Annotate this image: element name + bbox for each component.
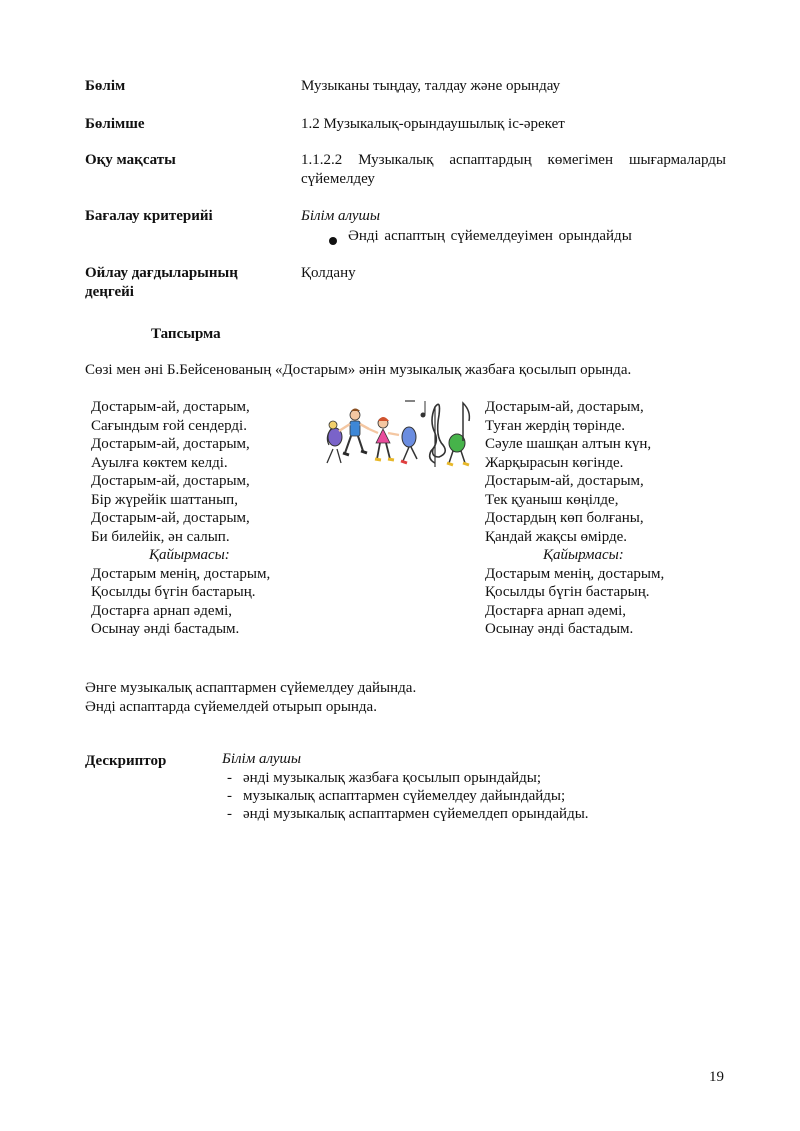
verse-line: Сәуле шашқан алтын күн, [485, 436, 652, 452]
verse-line: Сағындым ғой сендерді. [91, 417, 247, 434]
section-value: Музыканы тыңдау, талдау және орындау [301, 78, 561, 94]
refrain-line: Қосылды бүгін бастарың. [91, 584, 256, 600]
task-title: Тапсырма [151, 326, 221, 342]
follow-up-line-1: Әнге музыкалық аспаптармен сүйемелдеу дайында. [85, 680, 417, 696]
refrain-line: Достарым менің, достарым, [91, 565, 271, 582]
song-left-column [91, 398, 270, 639]
verse-line: Достардың көп болғаны, [485, 510, 644, 526]
verse-line: Жарқырасын көгінде. [485, 454, 624, 471]
song-right-column [485, 398, 664, 639]
verse-line: Достарым-ай, достарым, [485, 399, 644, 415]
descriptor-label: Дескриптор [85, 753, 167, 769]
refrain-line: Осынау әнді бастадым. [485, 621, 634, 637]
thinking-label-line1: Ойлау дағдыларының [85, 265, 238, 281]
bullet-icon [329, 233, 337, 250]
verse-line: Достарым-ай, достарым, [91, 399, 250, 415]
subsection-label: Бөлімше [85, 116, 145, 132]
task-instruction: Сөзі мен әні Б.Бейсенованың «Достарым» әнін музыкалық жазбаға қосылып орында. [85, 362, 632, 378]
descriptor-item: - музыкалық аспаптармен сүйемелдеу дайындайды; [227, 788, 566, 804]
descriptor-item: - әнді музыкалық аспаптармен сүйемелдеп орындайды. [227, 806, 589, 822]
refrain-line: Достарым менің, достарым, [485, 565, 665, 582]
verse-line: Ауылға көктем келді. [91, 454, 228, 471]
verse-line: Тек қуаныш көңілде, [485, 491, 619, 508]
verse-line: Қандай жақсы өмірде. [485, 528, 628, 545]
thinking-value: Қолдану [301, 265, 356, 281]
verse-line: Достарым-ай, достарым, [91, 510, 250, 526]
refrain-title: Қайырмасы: [543, 547, 624, 563]
refrain-line: Достарға арнап әдемі, [485, 602, 626, 619]
verse-line: Достарым-ай, достарым, [91, 436, 250, 452]
refrain-line: Қосылды бүгін бастарың. [485, 584, 650, 600]
verse-line: Би билейік, ән салып. [91, 528, 230, 545]
refrain-line: Достарға арнап әдемі, [91, 602, 232, 619]
criteria-intro: Білім алушы [301, 208, 381, 224]
criteria-label: Бағалау критерийі [85, 208, 213, 224]
follow-up-line-2: Әнді аспаптарда сүйемелдей отырып орында. [85, 699, 377, 715]
goal-label: Оқу мақсаты [85, 152, 176, 168]
criteria-item: Әнді аспаптың сүйемелдеуімен орындайды [348, 228, 632, 244]
goal-value: 1.1.2.2 Музыкалық аспаптардың көмегімен шығармаларды сүйемелдеу [301, 152, 726, 187]
refrain-title: Қайырмасы: [149, 547, 230, 563]
refrain-line: Осынау әнді бастадым. [91, 621, 240, 637]
dancing-children-music-notes-icon [323, 393, 475, 473]
thinking-label-line2: деңгейі [85, 284, 134, 300]
verse-line: Достарым-ай, достарым, [91, 473, 250, 489]
subsection-value: 1.2 Музыкалық-орындаушылық іс-әрекет [301, 116, 565, 132]
verse-line: Достарым-ай, достарым, [485, 473, 644, 489]
section-label: Бөлім [85, 78, 126, 94]
descriptor-item: - әнді музыкалық жазбаға қосылып орындайды; [227, 770, 542, 786]
page-number: 19 [709, 1069, 724, 1085]
verse-line: Туған жердің төрінде. [485, 417, 625, 434]
descriptor-intro: Білім алушы [222, 751, 302, 767]
verse-line: Бір жүрейік шаттанып, [91, 491, 238, 508]
